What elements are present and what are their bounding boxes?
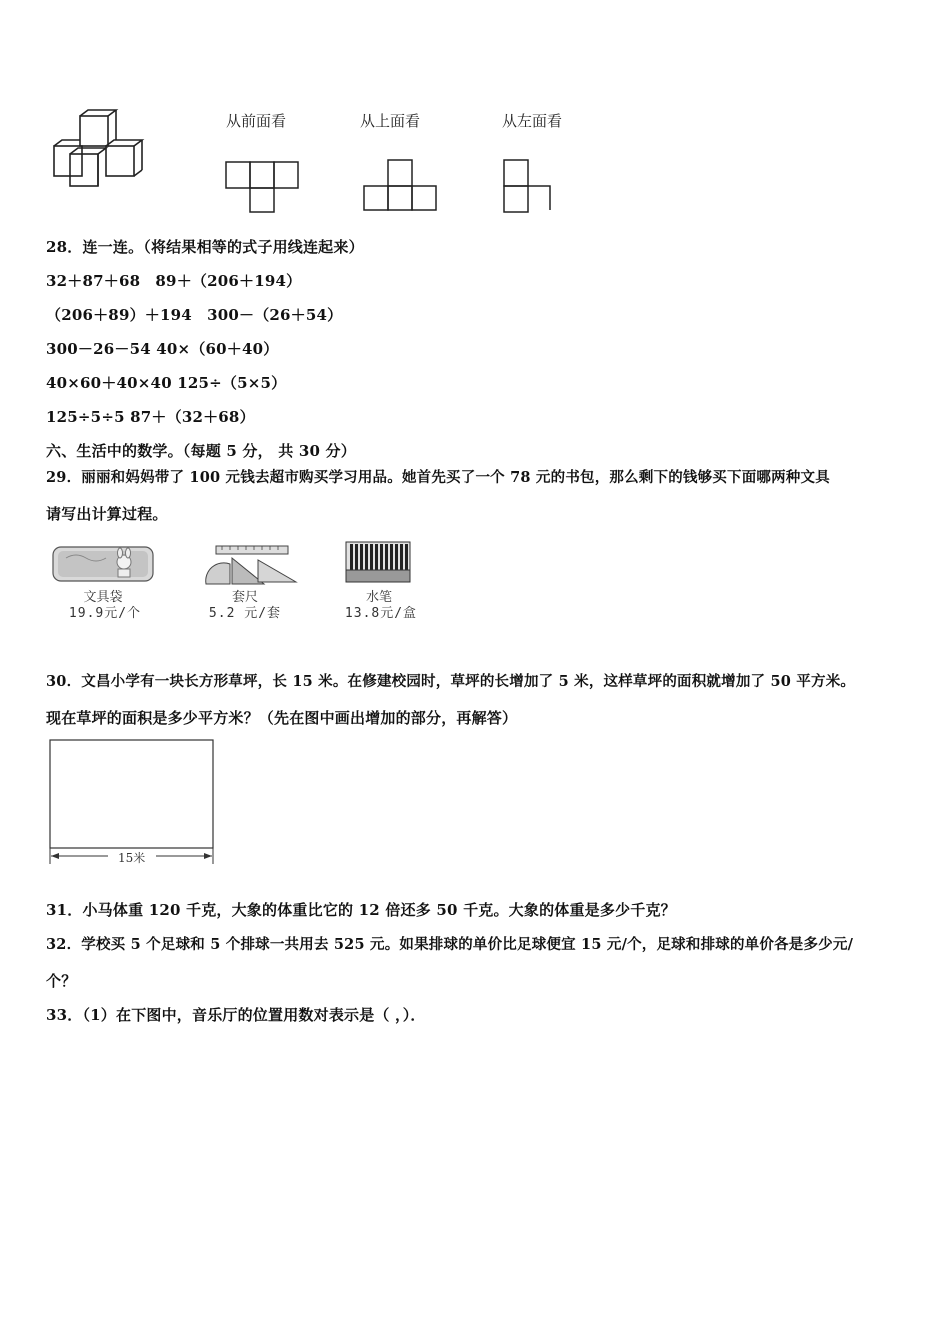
lawn-length-label: 15米 <box>118 851 146 865</box>
q30-line1: 30．文昌小学有一块长方形草坪，长 15 米。在修建校园时，草坪的长增加了 5 米，这样草坪的面积就增加了 50 平方米。 <box>46 673 856 690</box>
ruler-set-image <box>202 544 298 586</box>
left-view-drawing <box>502 158 562 216</box>
front-view-label: 从前面看 <box>226 112 287 130</box>
product-name-pen-box: 水笔 <box>365 590 392 605</box>
q28-row-5: 125÷5÷5 87＋（32＋68） <box>46 408 255 426</box>
q29-line1: 29．丽丽和妈妈带了 100 元钱去超市购买学习用品。她首先买了一个 78 元的书包，那么剩下的钱够买下面哪两种文具 <box>46 469 830 486</box>
product-name-ruler-set: 套尺 <box>231 590 258 605</box>
lawn-rectangle-diagram <box>48 738 218 866</box>
q33-text: 33．（1）在下图中，音乐厅的位置用数对表示是（ ，）． <box>46 1006 426 1024</box>
product-name-pencil-case: 文具袋 <box>83 590 123 605</box>
left-view-label: 从左面看 <box>502 112 563 130</box>
q28-row-4: 40×60＋40×40 125÷（5×5） <box>46 374 287 392</box>
q32-line2: 个？ <box>46 972 77 990</box>
q29-line2: 请写出计算过程。 <box>46 505 168 523</box>
q28-row-1: 32＋87＋68 89＋（206＋194） <box>46 272 302 290</box>
product-price-pencil-case: 19.9元/个 <box>68 606 142 621</box>
top-view-drawing <box>362 158 442 214</box>
q28-row-2: （206＋89）＋194 300－（26＋54） <box>46 306 343 324</box>
section6-title: 六、生活中的数学。（每题 5 分， 共 30 分） <box>46 442 356 460</box>
q31-text: 31．小马体重 120 千克，大象的体重比它的 12 倍还多 50 千克。大象的体重是多少千克？ <box>46 901 676 919</box>
q32-line1: 32．学校买 5 个足球和 5 个排球一共用去 525 元。如果排球的单价比足球便宜 15 元/个，足球和排球的单价各是多少元/ <box>46 936 854 953</box>
product-price-pen-box: 13.8元/盒 <box>344 606 418 621</box>
front-view-drawing <box>224 160 304 216</box>
q28-row-3: 300－26－54 40×（60＋40） <box>46 340 279 358</box>
pen-box-image <box>344 540 412 584</box>
cube-stack-figure <box>50 110 150 190</box>
pencil-case-image <box>52 544 156 584</box>
top-view-label: 从上面看 <box>360 112 421 130</box>
q30-line2: 现在草坪的面积是多少平方米？（先在图中画出增加的部分，再解答） <box>46 709 518 727</box>
q28-title: 28．连一连。（将结果相等的式子用线连起来） <box>46 238 364 256</box>
product-price-ruler-set: 5.2 元/套 <box>208 606 282 621</box>
